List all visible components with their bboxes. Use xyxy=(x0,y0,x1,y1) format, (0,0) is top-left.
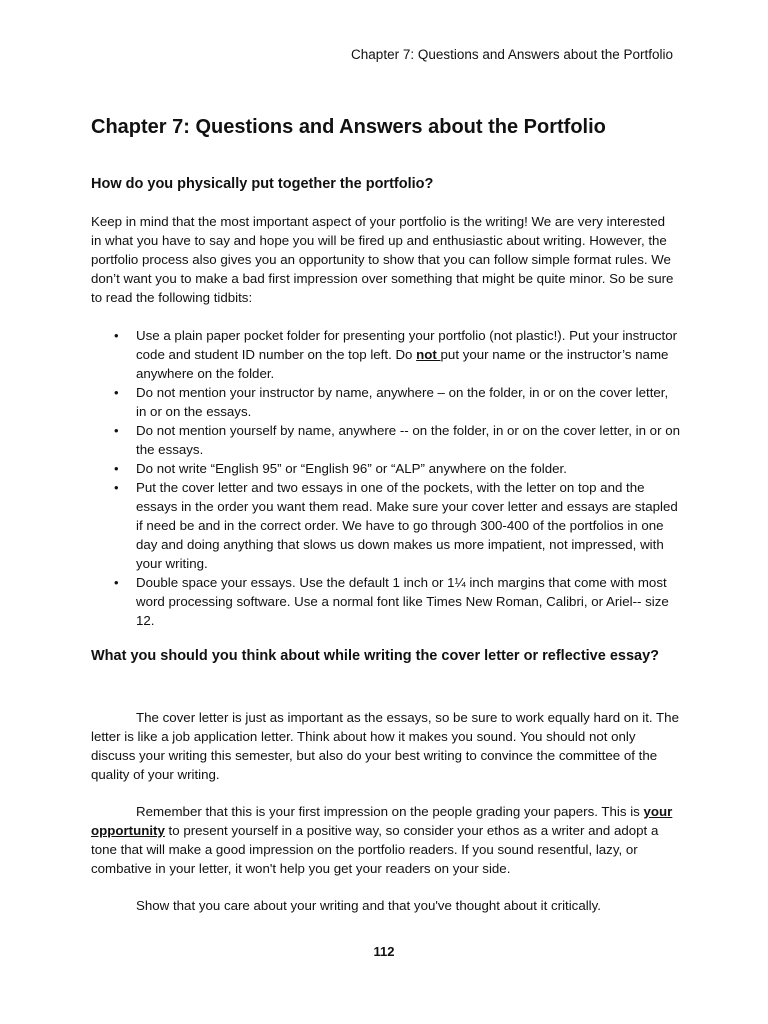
chapter-title: Chapter 7: Questions and Answers about the Portfolio xyxy=(91,116,606,138)
paragraph-text: Remember that this is your first impression on the people grading your papers. This is xyxy=(136,804,644,819)
bullet-glyph: • xyxy=(114,575,119,590)
cover-letter-paragraph-2 xyxy=(91,802,679,878)
list-item xyxy=(112,478,682,573)
intro-paragraph: Keep in mind that the most important aspect of your portfolio is the writing! We are very interested in what you have to say and hope you will be fired up and enthusiastic about writing. However, the portfolio process also gives you an opportunity to show that you can follow simple format rules. We don’t want you to make a bad first impression over something that might be quite minor. So be sure to read the following tidbits: xyxy=(91,214,674,305)
list-item-text: Use a plain paper pocket folder for presenting your portfolio (not plastic!). Put your instructor code and student ID number on the top left. Do xyxy=(136,328,678,362)
list-item-text: put your name or the instructor’s name anywhere on the folder. xyxy=(136,347,669,381)
paragraph-text: to present yourself in a positive way, so consider your ethos as a writer and adopt a tone that will make a good impression on the portfolio readers. If you sound resentful, lazy, or combative in your letter, it won't help you get your readers on your side. xyxy=(91,823,659,876)
section-heading-assembly: How do you physically put together the portfolio? xyxy=(91,176,434,192)
list-item xyxy=(112,573,682,630)
section-heading-cover-letter: What you should you think about while writing the cover letter or reflective essay? xyxy=(91,648,660,664)
list-item xyxy=(112,383,682,421)
list-item-text: Double space your essays. Use the default 1 inch or 1¼ inch margins that come with most word processing software. Use a normal font like Times New Roman, Calibri, or Ariel-- size 12. xyxy=(136,575,669,628)
cover-letter-paragraph-3 xyxy=(91,896,679,915)
paragraph-text: The cover letter is just as important as the essays, so be sure to work equally hard on it. The letter is like a job application letter. Think about how it makes you sound. You should not only discuss your writing this semester, but also do your best writing to convince the committee of the quality of your writing. xyxy=(91,710,679,782)
page-number: 112 xyxy=(373,944,395,959)
paragraph-text: Show that you care about your writing and that you've thought about it critically. xyxy=(136,898,601,913)
list-item xyxy=(112,421,682,459)
emphasis-not: not xyxy=(416,347,441,362)
running-header: Chapter 7: Questions and Answers about the Portfolio xyxy=(351,47,673,62)
list-item-text: Do not mention your instructor by name, anywhere – on the folder, in or on the cover letter, in or on the essays. xyxy=(136,385,669,419)
list-item-text: Put the cover letter and two essays in one of the pockets, with the letter on top and the essays in the order you want them read. Make sure your cover letter and essays are stapled if need be and in the correct order. We have to go through 300-400 of the portfolios in one day and doing anything that slows us down makes us more impatient, not impressed, with your writing. xyxy=(136,480,678,571)
list-item xyxy=(112,326,682,383)
bullet-glyph: • xyxy=(114,423,119,438)
emphasis-your-opportunity: your opportunity xyxy=(91,804,673,838)
bullet-glyph: • xyxy=(114,461,119,476)
list-item xyxy=(112,459,682,478)
bullet-glyph: • xyxy=(114,385,119,400)
list-item-text: Do not write “English 95” or “English 96” or “ALP” anywhere on the folder. xyxy=(136,461,567,476)
tidbits-list xyxy=(112,326,682,630)
bullet-glyph: • xyxy=(114,328,119,343)
cover-letter-paragraph-1 xyxy=(91,708,679,784)
list-item-text: Do not mention yourself by name, anywhere -- on the folder, in or on the cover letter, in or on the essays. xyxy=(136,423,680,457)
bullet-glyph: • xyxy=(114,480,119,495)
